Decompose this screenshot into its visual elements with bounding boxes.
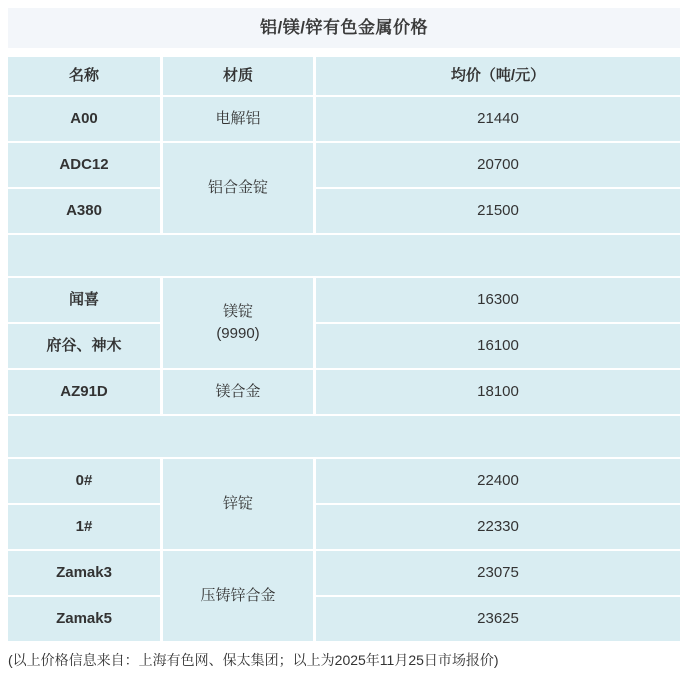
magnesium-alloy-material-cell: 镁合金 <box>163 370 313 414</box>
adc12-name-cell: ADC12 <box>8 143 160 187</box>
az91d-price-cell: 18100 <box>316 370 680 414</box>
zinc-ingot-material-cell: 锌锭 <box>163 459 313 549</box>
material-line: 镁锭 <box>222 303 253 320</box>
table-row-a380 <box>8 189 680 233</box>
section-separator-row-1 <box>8 235 680 276</box>
table-row-zinc1 <box>8 505 680 549</box>
price-table <box>5 55 683 643</box>
table-row-az91d <box>8 370 680 414</box>
zinc0-name-cell: 0# <box>8 459 160 503</box>
wenxi-name-cell: 闻喜 <box>8 278 160 322</box>
a00-price-cell: 21440 <box>316 97 680 141</box>
section-separator-row-2 <box>8 416 680 457</box>
table-row-fugu <box>8 324 680 368</box>
header-material-cell: 材质 <box>163 57 313 95</box>
az91d-name-cell: AZ91D <box>8 370 160 414</box>
adc12-price-cell: 20700 <box>316 143 680 187</box>
header-name-cell: 名称 <box>8 57 160 95</box>
a00-name-cell: A00 <box>8 97 160 141</box>
page-title: 铝/镁/锌有色金属价格 <box>8 8 680 48</box>
a380-name-cell: A380 <box>8 189 160 233</box>
fugu-price-cell: 16100 <box>316 324 680 368</box>
zamak3-price-cell: 23075 <box>316 551 680 595</box>
fugu-name-cell: 府谷、神木 <box>8 324 160 368</box>
diecast-zinc-alloy-material-cell: 压铸锌合金 <box>163 551 313 641</box>
header-price-cell: 均价（吨/元） <box>316 57 680 95</box>
zamak5-name-cell: Zamak5 <box>8 597 160 641</box>
material-note-line: (9990) <box>216 325 260 342</box>
magnesium-ingot-material-cell <box>163 278 313 368</box>
zamak3-name-cell: Zamak3 <box>8 551 160 595</box>
aluminum-alloy-ingot-material-cell: 铝合金锭 <box>163 143 313 233</box>
separator-cell <box>8 235 680 276</box>
footer-source-note: (以上价格信息来自：上海有色网、保太集团；以上为2025年11月25日市场报价) <box>8 652 499 668</box>
a380-price-cell: 21500 <box>316 189 680 233</box>
table-row-wenxi <box>8 278 680 322</box>
zinc1-name-cell: 1# <box>8 505 160 549</box>
table-row-adc12 <box>8 143 680 187</box>
table-row-zamak3 <box>8 551 680 595</box>
zamak5-price-cell: 23625 <box>316 597 680 641</box>
table-row-zinc0 <box>8 459 680 503</box>
zinc0-price-cell: 22400 <box>316 459 680 503</box>
wenxi-price-cell: 16300 <box>316 278 680 322</box>
electrolytic-aluminum-material-cell: 电解铝 <box>163 97 313 141</box>
table-row-a00 <box>8 97 680 141</box>
header-row <box>8 57 680 95</box>
table-row-zamak5 <box>8 597 680 641</box>
separator-cell <box>8 416 680 457</box>
zinc1-price-cell: 22330 <box>316 505 680 549</box>
